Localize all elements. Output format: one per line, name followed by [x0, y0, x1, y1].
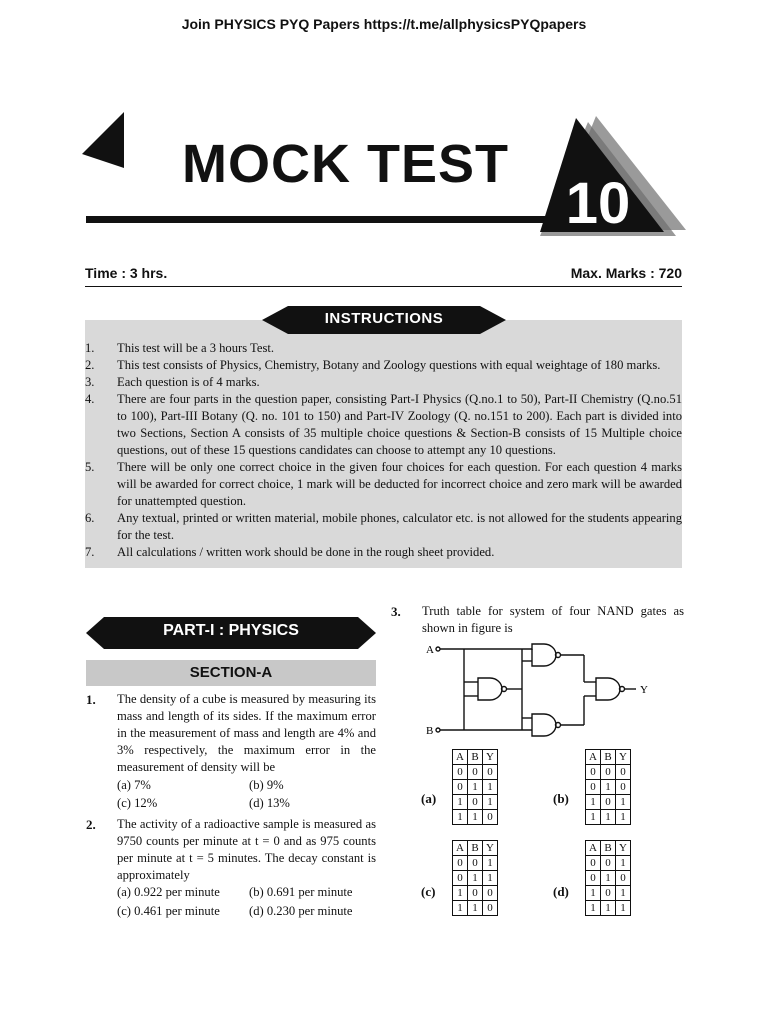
- divider: [85, 286, 682, 287]
- question-text: The activity of a radioactive sample is measured as 9750 counts per minute at t = 0 and as 975 counts per minute at t = 5 minutes. The decay constant is approximately: [117, 817, 376, 882]
- instruction-item: 5. There will be only one correct choice in the given four choices for each question. For each question 4 marks will be awarded for correct choice, 1 mark will be deducted for incorrect choice and zero mark will be awarded for unattempted question.: [85, 460, 682, 508]
- page-title: MOCK TEST: [182, 134, 509, 194]
- instruction-item: 4. There are four parts in the question paper, consisting Part-I Physics (Q.no.1 to 50), Part-II Chemistry (Q.no.51 to 100), Part-III Botany (Q. no. 101 to 150) and Part-IV Zoology (Q. no.151 to 200). Each part is divided into two Sections, Section A consists of 35 multiple choice questions & Section-B consists of 15 Multiple choice questions, out of these 15 questions candidates can choose to attempt any 10 questions.: [85, 392, 682, 457]
- circuit-input-a: A: [426, 644, 434, 656]
- option-d-label[interactable]: (d): [553, 884, 569, 899]
- title-rule: [86, 216, 586, 223]
- option-b[interactable]: (b) 0.691 per minute: [249, 885, 353, 899]
- option-a[interactable]: (a) 7%: [117, 778, 151, 792]
- truth-table-b[interactable]: A B Y 0 0 0 0 1 0 1 0 1 1 1 1: [585, 749, 631, 825]
- instruction-item: 2. This test consists of Physics, Chemistry, Botany and Zoology questions with equal weightage of 180 marks.: [85, 358, 661, 372]
- truth-table-d[interactable]: A B Y 0 0 1 0 1 0 1 0 1 1 1 1: [585, 840, 631, 916]
- instruction-item: 7. All calculations / written work should be done in the rough sheet provided.: [85, 545, 495, 559]
- option-c[interactable]: (c) 12%: [117, 796, 158, 810]
- question-number: 1.: [86, 692, 96, 707]
- nand-circuit-diagram: [418, 638, 678, 748]
- circuit-input-b: B: [426, 725, 434, 737]
- telegram-banner: Join PHYSICS PYQ Papers https://t.me/allphysicsPYQpapers: [181, 16, 587, 32]
- part-heading: PART-I : PHYSICS: [163, 622, 299, 639]
- max-marks: Max. Marks : 720: [570, 265, 682, 281]
- instructions-list: [85, 340, 682, 561]
- question-text: The density of a cube is measured by measuring its mass and length of its sides. If the maximum error in the measurement of mass and length are 4% and 3% respectively, the maximum error in the measurement of density will be: [117, 692, 376, 774]
- instruction-item: 6. Any textual, printed or written material, mobile phones, calculator etc. is not allowed for the students appearing for the test.: [85, 511, 682, 542]
- truth-table-c[interactable]: A B Y 0 0 1 0 1 1 1 0 0 1 1 0: [452, 840, 498, 916]
- test-number: 10: [565, 171, 631, 236]
- option-a[interactable]: (a) 0.922 per minute: [117, 885, 220, 899]
- instruction-item: 3. Each question is of 4 marks.: [85, 375, 260, 389]
- question-text: Truth table for system of four NAND gates as shown in figure is: [422, 604, 684, 635]
- instruction-item: 1. This test will be a 3 hours Test.: [85, 341, 274, 355]
- instructions-heading: INSTRUCTIONS: [324, 310, 444, 327]
- left-triangle-icon: [76, 110, 132, 174]
- section-heading: SECTION-A: [189, 664, 273, 681]
- option-a-label[interactable]: (a): [421, 791, 437, 806]
- option-c-label[interactable]: (c): [421, 884, 436, 899]
- circuit-output-y: Y: [640, 684, 648, 696]
- option-c[interactable]: (c) 0.461 per minute: [117, 904, 220, 918]
- option-b[interactable]: (b) 9%: [249, 778, 284, 792]
- truth-table-a[interactable]: A B Y 0 0 0 0 1 1 1 0 1 1 1 0: [452, 749, 498, 825]
- test-time: Time : 3 hrs.: [85, 265, 168, 281]
- option-d[interactable]: (d) 0.230 per minute: [249, 904, 353, 918]
- question-number: 3.: [391, 604, 401, 619]
- option-b-label[interactable]: (b): [553, 791, 569, 806]
- question-number: 2.: [86, 817, 96, 832]
- option-d[interactable]: (d) 13%: [249, 796, 290, 810]
